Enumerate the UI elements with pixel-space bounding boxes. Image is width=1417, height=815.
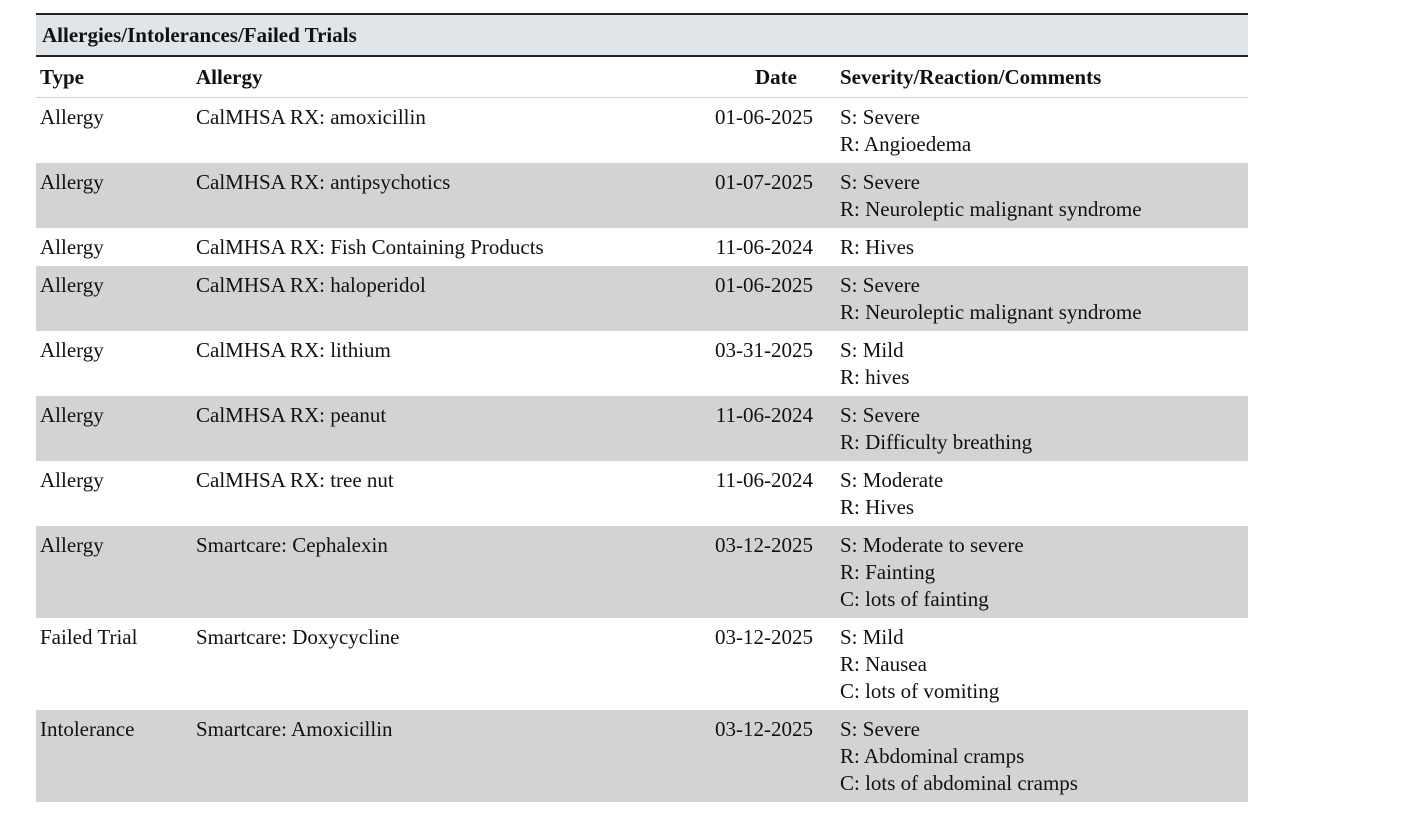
table-row <box>36 331 1248 396</box>
row-type: Failed Trial <box>40 625 138 649</box>
row-note: S: Severe <box>840 105 920 129</box>
row-allergy: CalMHSA RX: lithium <box>196 338 391 362</box>
row-severity <box>836 266 1248 331</box>
row-note: C: lots of abdominal cramps <box>840 771 1078 795</box>
row-severity <box>836 228 1248 266</box>
row-note: R: Hives <box>840 495 915 519</box>
row-type: Allergy <box>36 526 192 618</box>
column-header-date: Date <box>646 57 836 98</box>
column-header-severity: Severity/Reaction/Comments <box>836 57 1248 98</box>
row-note: S: Severe <box>840 170 920 194</box>
table-row <box>36 396 1248 461</box>
row-type: Allergy <box>36 163 192 228</box>
table-row <box>36 461 1248 526</box>
row-note: S: Mild <box>840 338 904 362</box>
row-date: 11-06-2024 <box>715 468 813 492</box>
row-severity <box>836 710 1248 802</box>
row-allergy: CalMHSA RX: haloperidol <box>192 266 646 331</box>
table-row <box>36 266 1248 331</box>
row-date: 03-12-2025 <box>646 710 836 802</box>
row-severity <box>836 163 1248 228</box>
row-type: Allergy <box>36 396 192 461</box>
row-date: 03-12-2025 <box>646 526 836 618</box>
row-allergy: CalMHSA RX: antipsychotics <box>192 163 646 228</box>
row-type: Allergy <box>40 338 104 362</box>
row-date: 11-06-2024 <box>715 235 813 259</box>
row-note: S: Severe <box>840 273 920 297</box>
row-note: R: Hives <box>840 235 915 259</box>
row-type: Allergy <box>40 105 104 129</box>
table-row <box>36 163 1248 228</box>
table-row <box>36 228 1248 266</box>
row-note: R: Neuroleptic malignant syndrome <box>840 300 1142 324</box>
row-allergy: Smartcare: Cephalexin <box>192 526 646 618</box>
row-note: R: Abdominal cramps <box>840 744 1025 768</box>
row-note: S: Severe <box>840 403 920 427</box>
row-note: R: Nausea <box>840 652 927 676</box>
row-allergy: CalMHSA RX: tree nut <box>196 468 394 492</box>
row-severity <box>836 618 1248 710</box>
row-note: S: Moderate to severe <box>840 533 1024 557</box>
row-allergy: Smartcare: Doxycycline <box>196 625 400 649</box>
allergies-table <box>36 57 1248 802</box>
row-note: R: Difficulty breathing <box>840 430 1033 454</box>
row-severity <box>836 526 1248 618</box>
row-note: C: lots of fainting <box>840 587 989 611</box>
allergies-panel <box>36 13 1248 802</box>
column-header-type: Type <box>36 57 192 98</box>
row-note: R: hives <box>840 365 910 389</box>
table-row <box>36 710 1248 802</box>
row-type: Allergy <box>36 266 192 331</box>
row-note: R: Fainting <box>840 560 936 584</box>
row-note: S: Moderate <box>840 468 944 492</box>
row-allergy: CalMHSA RX: peanut <box>192 396 646 461</box>
row-date: 01-07-2025 <box>646 163 836 228</box>
column-header-allergy: Allergy <box>192 57 646 98</box>
row-severity <box>836 396 1248 461</box>
row-allergy: Smartcare: Amoxicillin <box>192 710 646 802</box>
row-allergy: CalMHSA RX: Fish Containing Products <box>196 235 544 259</box>
row-severity <box>836 461 1248 526</box>
row-note: S: Mild <box>840 625 904 649</box>
section-title: Allergies/Intolerances/Failed Trials <box>36 13 1248 57</box>
row-type: Allergy <box>40 468 104 492</box>
table-row <box>36 618 1248 710</box>
row-type: Allergy <box>40 235 104 259</box>
row-date: 03-31-2025 <box>715 338 813 362</box>
row-date: 01-06-2025 <box>646 266 836 331</box>
row-type: Intolerance <box>36 710 192 802</box>
row-note: R: Angioedema <box>840 132 972 156</box>
row-allergy: CalMHSA RX: amoxicillin <box>196 105 426 129</box>
row-date: 03-12-2025 <box>715 625 813 649</box>
row-note: S: Severe <box>840 717 920 741</box>
row-note: R: Neuroleptic malignant syndrome <box>840 197 1142 221</box>
row-date: 11-06-2024 <box>646 396 836 461</box>
row-severity <box>836 331 1248 396</box>
row-date: 01-06-2025 <box>715 105 813 129</box>
table-header-row <box>36 57 1248 98</box>
table-row <box>36 98 1248 164</box>
table-row <box>36 526 1248 618</box>
row-note: C: lots of vomiting <box>840 679 1000 703</box>
row-severity <box>836 98 1248 164</box>
